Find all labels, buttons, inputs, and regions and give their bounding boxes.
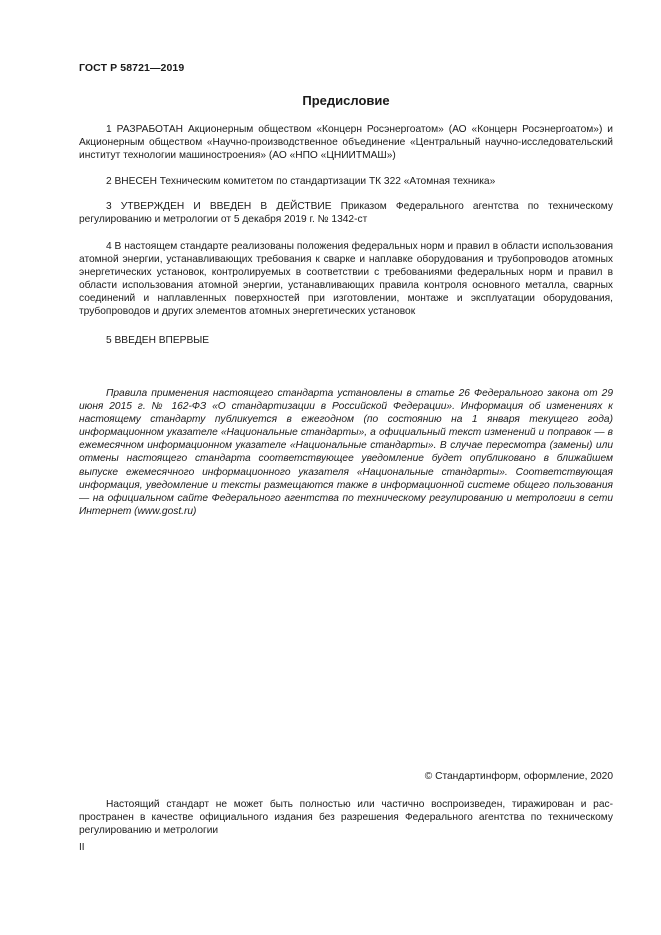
rules-note: Правила применения настоящего стандарта установлены в статье 26 Федерального закона от 29 июня 2015 г. № 162-ФЗ «О стандартизации в Российской Федерации». Информация об изменениях к настоящему стандарту публикуется в ежегодном (по состоянию на 1 января текущего года) информационном указателе «Национальные стандарты», а официальный текст изменений и поправок — в ежемесячном информационном указателе «Национальные стандарты». В случае пересмотра (замены) или отмены настоящего стандарта соответствующее уведомление будет опубликовано в ближайшем выпуске ежемесячного информационного указателя «Национальные стандарты». Соответствующая информация, уведомление и тексты размещаются также в информационной системе общего пользования — на официальном сайте Федерального агентства по техническому регулированию и метрологии в сети Интернет (www.gost.ru) bbox=[79, 388, 613, 517]
page-number: II bbox=[79, 842, 85, 853]
foreword-item-2: 2 ВНЕСЕН Техническим комитетом по стандартизации ТК 322 «Атомная техника» bbox=[106, 176, 496, 187]
reproduction-note: Настоящий стандарт не может быть полностью или частично воспроизведен, тиражирован и распространен в качестве официального издания без разрешения Федерального агентства по техническому регулированию и метрологии bbox=[79, 799, 613, 837]
foreword-item-4: 4 В настоящем стандарте реализованы положения федеральных норм и правил в области использования атомной энергии, устанавливающих требования к сварке и наплавке оборудования и трубопроводов атомных энергетических установок, контролируемых в соответствии с требованиями федеральных норм и правил в области использования атомной энергии, устанавливающих правила контроля основного металла, сварных соединений и наплавленных поверхностей при изготовлении, монтаже и эксплуатации оборудования, трубопроводов и других элементов атомных энергетических установок bbox=[79, 241, 613, 318]
foreword-item-1: 1 РАЗРАБОТАН Акционерным обществом «Концерн Росэнергоатом» (АО «Концерн Росэнергоатом») и Акционерным обществом «Научно-производственное объединение «Центральный научно-исследовательский институт технологии машиностроения» (АО «НПО «ЦНИИТМАШ») bbox=[79, 124, 613, 162]
page-title: Предисловие bbox=[302, 93, 390, 108]
foreword-item-5: 5 ВВЕДЕН ВПЕРВЫЕ bbox=[106, 335, 210, 346]
copyright-line: © Стандартинформ, оформление, 2020 bbox=[424, 771, 613, 782]
standard-code: ГОСТ Р 58721—2019 bbox=[79, 62, 185, 74]
foreword-item-3: 3 УТВЕРЖДЕН И ВВЕДЕН В ДЕЙСТВИЕ Приказом Федерального агентства по техническому регулированию и метрологии от 5 декабря 2019 г. № 1342-ст bbox=[79, 201, 613, 226]
